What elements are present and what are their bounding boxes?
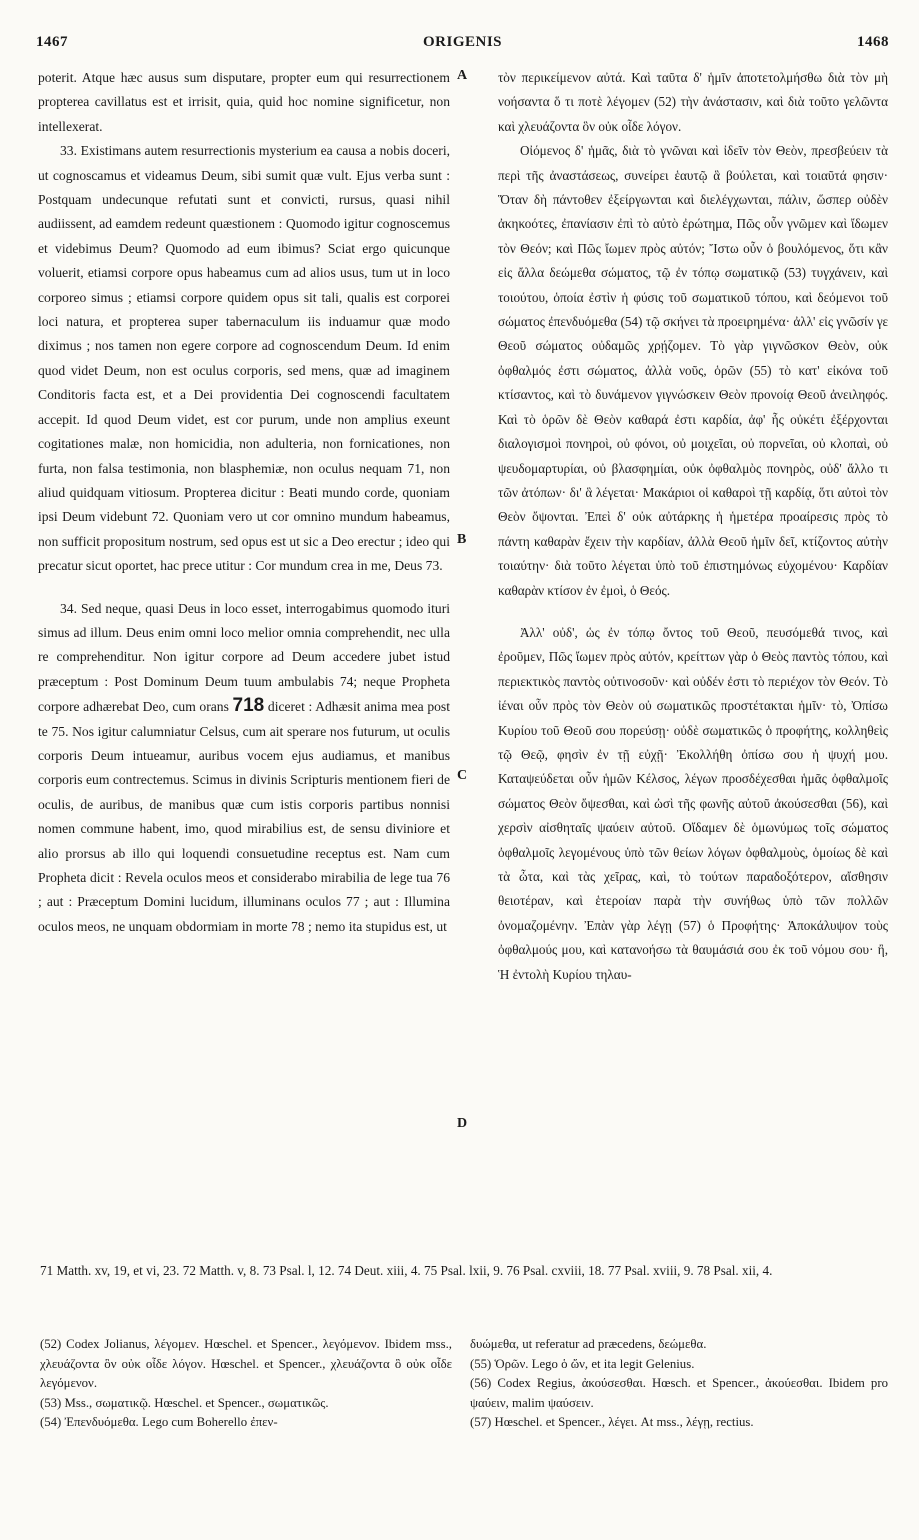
latin-paragraph-34 [38,597,450,940]
latin-paragraph-34-part-1: 34. Sed neque, quasi Deus in loco esset, interrogabimus quomodo ituri simus ad illum. Deus enim omni loco melior omnia comprehendit, nec ulla re comprehenditur. Non igitur corpore ad Deum accedere jubet istud præceptum : Post Dominum Deum tuum ambulabis 74; neque Propheta corpore adhærebat Deo, cum orans [38,600,450,715]
page-number-left: 1467 [36,34,68,50]
section-marker-d: D [457,1116,468,1131]
footnotes-left [40,1335,452,1433]
footnote-57: (57) Hœschel. et Spencer., λέγει. At mss., λέγῃ, rectius. [470,1415,754,1430]
footnote-56: (56) Codex Regius, ἀκούσεσθαι. Hœsch. et Spencer., ἀκούεσθαι. Ibidem pro ψαύειν, malim ψαύσειν. [470,1376,888,1410]
latin-column [38,66,450,939]
footnote-52: (52) Codex Jolianus, λέγομεν. Hœschel. et Spencer., λεγόμενον. Ibidem mss., χλευάζοντα ὃν οὐκ οἶδε λόγον. Hœschel. et Spencer., χλευάζοντα ὃ οὐκ οἶδε λεγόμενον. [40,1337,452,1391]
footnote-55: (55) Ὁρῶν. Lego ὁ ὤν, et ita legit Gelenius. [470,1356,695,1371]
scripture-references: 71 Matth. xv, 19, et vi, 23. 72 Matth. v, 8. 73 Psal. l, 12. 74 Deut. xiii, 4. 75 Psal. lxii, 9. 76 Psal. cxviii, 18. 77 Psal. xviii, 9. 78 Psal. xii, 4. [40,1263,773,1278]
running-title: ORIGENIS [422,34,503,50]
section-marker-b: B [457,532,467,547]
latin-paragraph-34-part-2: diceret : Adhæsit anima mea post te 75. Nos igitur calumniatur Celsus, cum ait sperare nos futurum, ut oculis corporis Deum intueamur, auribus vocem ejus audiamus, et manibus corporis eum contrectemus. Scimus in divinis Scripturis mentionem fieri de oculis, de auribus, de manibus quæ cum istis corporis partibus nonnisi nomen commune habent, imo, quod mirabilius est, de sensu diviniore et alio prorsus ab illo qui loquendi consuetudine receptus est. Nam cum Propheta dicit : Revela oculos meos et considerabo mirabilia de lege tua 76 ; aut : Præceptum Domini lucidum, illuminans oculos 77 ; aut : Illumina oculos meos, ne unquam obdormiam in morte 78 ; nemo ita stupidus est, ut [38,699,450,934]
footnote-54: (54) Ἐπενδυόμεθα. Lego cum Boherello ἐπεν- [40,1415,278,1430]
page-number-right: 1468 [857,34,889,50]
greek-paragraph-2: Οἰόμενος δ' ἡμᾶς, διὰ τὸ γνῶναι καὶ ἰδεῖν τὸν Θεὸν, πρεσβεύειν τὰ περὶ τῆς ἀναστάσεως, συνείρει ἑαυτῷ ἃ βούλεται, καὶ τοιαῦτά φησιν· Ὅταν δὴ πάντοθεν ἐξείργωνται καὶ διελέγχωνται, πάλιν, ὥσπερ οὐδὲν ἀκηκοότες, ἐπανίασιν ἐπὶ τὸ αὐτὸ ἐρώτημα, Πῶς οὖν γνῶμεν καὶ ἴδωμεν τὸν Θεόν; καὶ Πῶς ἴωμεν πρὸς αὐτόν; Ἴστω οὖν ὁ βουλόμενος, ὅτι κἂν εἰς ἄλλα δεώμεθα σώματος, τῷ ἐν τόπῳ σωματικῷ (53) τυγχάνειν, καὶ τοιούτου, ὁποία ἐστὶν ἡ φύσις τοῦ σωματικοῦ τόπου, καὶ δεόμενοι τοῦ σώματος ἐπενδυόμεθα (54) τῷ σκήνει τὰ προειρημένα· ἀλλ' εἰς γνῶσίν γε Θεοῦ σώματος οὐδαμῶς χρῄζομεν. Τὸ γὰρ γιγνῶσκον Θεὸν, οὐκ ὀφθαλμός ἐστι σώματος, ἀλλὰ νοῦς, ὁρῶν (55) τὸ κατ' εἰκόνα τοῦ κτίσαντος, καὶ τὸ δυνάμενον γιγνώσκειν Θεὸν προνοίᾳ Θεοῦ ἀνειληφός. Καὶ τὸ ὁρῶν δὲ Θεὸν καθαρά ἐστι καρδία, ἀφ' ἧς οὐκέτι ἐξέρχονται διαλογισμοὶ πονηροὶ, οὐ φόνοι, οὐ μοιχεῖαι, οὐ πορνεῖαι, οὐ κλοπαὶ, οὐ ψευδομαρτυρίαι, οὐ βλασφημίαι, οὐκ ὀφθαλμὸς πονηρὸς, οὐδ' ἄλλο τι τῶν ἀτόπων· δι' ἃ λέγεται· Μακάριοι οἱ καθαροὶ τῇ καρδίᾳ, ὅτι αὐτοὶ τὸν Θεὸν ὄψονται. Ἐπεὶ δ' οὐκ αὐτάρκης ἡ ἡμετέρα προαίρεσις πρὸς τὸ πάντη καθαρὰν ἔχειν τὴν καρδίαν, ἀλλὰ Θεοῦ ἡμῖν δεῖ, κτίζοντος αὐτὴν τοιαύτην· διὰ τοῦτο λέγεται ὑπὸ τοῦ ἐπιστημόνως εὐχομένου· Καρδίαν καθαρὰν κτίσον ἐν ἐμοὶ, ὁ Θεός. [498,143,888,598]
greek-paragraph-1: τὸν περικείμενον αὐτά. Καὶ ταῦτα δ' ἡμῖν ἀποτετολμήσθω διὰ τὸν μὴ νοήσαντα ὅ τι ποτὲ λέγομεν (52) τὴν ἀνάστασιν, καὶ διὰ τοῦτο γελῶντα καὶ χλευάζοντα ὃν οὐκ οἶδε λόγον. [498,70,888,134]
greek-paragraph-3: Ἀλλ' οὐδ', ὡς ἐν τόπῳ ὄντος τοῦ Θεοῦ, πευσόμεθά τινος, καὶ ἐροῦμεν, Πῶς ἴωμεν πρὸς αὐτόν, κρείττων γὰρ ὁ Θεὸς παντὸς τόπου, καὶ περιεκτικὸς παντὸς οὐτινοσοῦν· καὶ οὐδέν ἐστι τὸ περιέχον τὸν Θεόν. Τὸ ἰέναι οὖν πρὸς τὸν Θεὸν οὐ σωματικῶς προστέτακται ἡμῖν· τὸ, Ὀπίσω Κυρίου τοῦ Θεοῦ σου πορεύσῃ· οὐδὲ σωματικῶς ὁ προφήτης, κολληθεὶς τῷ Θεῷ, φησὶν ἐν τῇ εὐχῇ· Ἐκολλήθη ὀπίσω σου ἡ ψυχή μου. Καταψεύδεται οὖν ἡμῶν Κέλσος, λέγων προσδέχεσθαι ἡμᾶς ὀφθαλμοῖς σώματος Θεὸν ὄψεσθαι, καὶ ὠσὶ τῆς φωνῆς αὐτοῦ ἀκούσεσθαι (56), καὶ χερσὶν αἰσθηταῖς ψαύειν αὐτοῦ. Οἴδαμεν δὲ ὁμωνύμως τοῖς σώματος ὀφθαλμοῖς λεγομένους ὑπὸ τῶν θείων λόγων ὀφθαλμοὺς, ὁμοίως δὲ καὶ τὰ ὦτα, καὶ τὰς χεῖρας, καὶ, τὸ τούτων παραδοξότερον, αἴσθησιν θειοτέραν, καὶ ἑτεροίαν παρὰ τὴν συνήθως ὑπὸ τῶν πολλῶν ὀνομαζομένην. Ἐπὰν γὰρ λέγῃ (57) ὁ Προφήτης· Ἀποκάλυψον τοὺς ὀφθαλμούς μου, καὶ κατανοήσω τὰ θαυμάσιά σου ἐκ τοῦ νόμου σου· ἢ, Ἡ ἐντολὴ Κυρίου τηλαυ- [498,624,888,982]
latin-paragraph-33: 33. Existimans autem resurrectionis mysterium ea causa a nobis doceri, ut cognoscamus et videamus Deum, sibi sumit quæ vult. Ejus verba sunt : Postquam undecunque refutati sunt et convicti, rursus, quasi nihil audiissent, ad eamdem redeunt quæstionem : Quomodo igitur cognoscemus et videbimus Deum? Quomodo ad eum ibimus? Sciat ergo quicunque voluerit, etiamsi corpore opus habeamus cum ad alios usus, tum ut in loco corporeo simus ; etiamsi corpore quidem opus sit tali, qualis est corporei loci natura, et propterea super tabernaculum iis induamur quæ modo diximus ; nos tamen non egere corpore ad cognoscendum Deum. Id enim quod videt Deum, non est oculus corporis, sed mens, quæ ad imaginem Conditoris facta est, et a Dei providentia Dei cognoscendi facultatem accepit. Id quod Deum videt, est cor purum, unde non amplius exeunt cogitationes malæ, non homicidia, non adulteria, non fornicationes, non furta, non falsa testimonia, non blasphemiæ, non oculus nequam 71, non aliud quidquam vitiosum. Propterea dicitur : Beati mundo corde, quoniam ipsi Deum videbunt 72. Quoniam vero ut cor omnino mundum habeamus, non sufficit propositum nostrum, sed opus est ut sic a Deo erectur ; ideo qui precatur sicut oportet, hac prece utitur : Cor mundum crea in me, Deus 73. [38,143,450,574]
greek-column [498,66,888,987]
latin-paragraph-1: poterit. Atque hæc ausus sum disputare, propter eum qui resurrectionem propterea cavillatus est et irrisit, quia, quid hoc nomine significetur, non intellexerat. [38,70,450,134]
running-header [36,34,889,56]
section-marker-a: A [457,68,468,83]
column-number-718: 718 [232,695,265,717]
section-marker-c: C [457,768,468,783]
footnote-53: (53) Mss., σωματικῷ. Hœschel. et Spencer., σωματικῶς. [40,1395,329,1410]
footnotes-right [470,1335,888,1433]
footnote-54-continued: δυώμεθα, ut referatur ad præcedens, δεώμεθα. [470,1337,707,1351]
